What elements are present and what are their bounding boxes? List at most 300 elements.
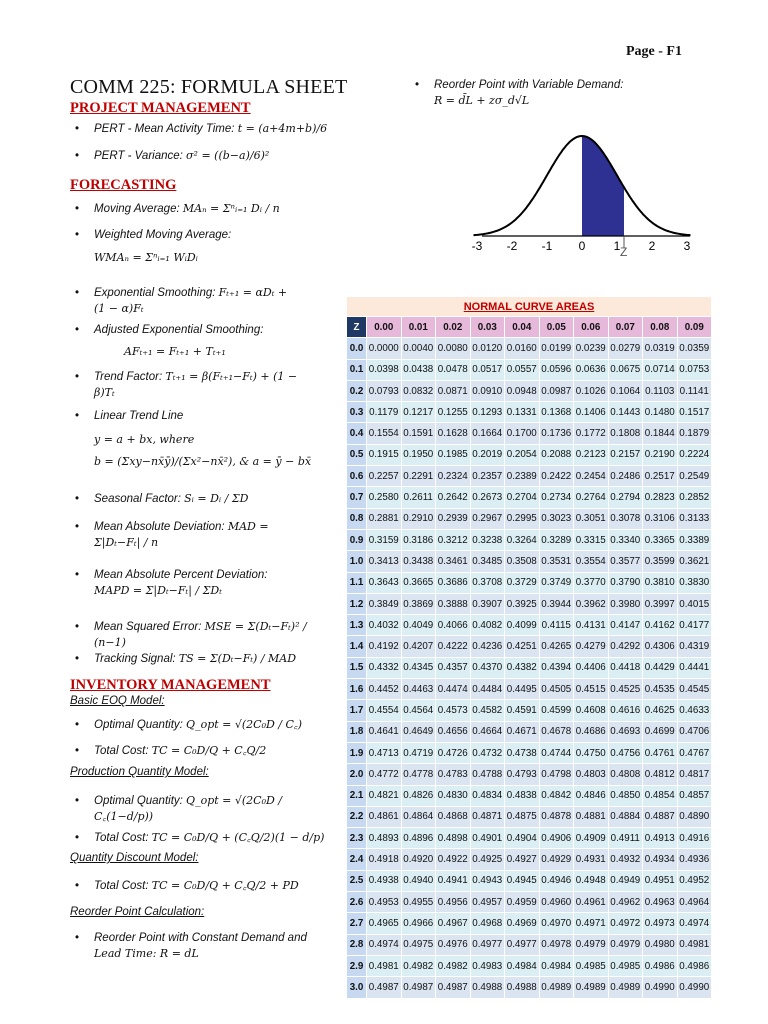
- area-value-cell: 0.2422: [540, 466, 574, 486]
- area-value-cell: 0.4890: [678, 807, 712, 827]
- area-value-cell: 0.2580: [367, 487, 401, 507]
- area-value-cell: 0.1700: [505, 423, 539, 443]
- column-header: 0.05: [540, 317, 574, 337]
- table-row: [347, 551, 711, 571]
- area-value-cell: 0.4554: [367, 700, 401, 720]
- area-value-cell: 0.3770: [574, 573, 608, 593]
- eoq-total-cost-item: [75, 743, 334, 759]
- area-value-cell: 0.4981: [678, 935, 712, 955]
- area-value-cell: 0.4920: [402, 849, 436, 869]
- z-value-cell: 1.2: [347, 594, 366, 614]
- area-value-cell: 0.2910: [402, 509, 436, 529]
- z-value-cell: 2.4: [347, 849, 366, 869]
- area-value-cell: 0.4332: [367, 658, 401, 678]
- item-label: Mean Absolute Percent Deviation:: [94, 569, 268, 581]
- area-value-cell: 0.2704: [505, 487, 539, 507]
- table-row: [347, 913, 711, 933]
- area-value-cell: 0.4955: [402, 892, 436, 912]
- axis-tick-labels: [472, 239, 691, 253]
- area-value-cell: 0.3238: [471, 530, 505, 550]
- area-value-cell: 0.1554: [367, 423, 401, 443]
- table-row: [347, 700, 711, 720]
- seasonal-factor-item: [75, 491, 334, 507]
- item-formula: σ² = ((b−a)/6)²: [186, 149, 270, 162]
- area-value-cell: 0.1591: [402, 423, 436, 443]
- area-value-cell: 0.4953: [367, 892, 401, 912]
- item-formula: t = (a+4m+b)/6: [237, 122, 328, 135]
- area-value-cell: 0.4236: [471, 636, 505, 656]
- item-formula: TS = Σ(Dₜ−Fₜ) / MAD: [178, 652, 297, 665]
- adjusted-exponential-smoothing-item: [75, 322, 334, 360]
- area-value-cell: 0.3051: [574, 509, 608, 529]
- area-value-cell: 0.1443: [609, 402, 643, 422]
- area-value-cell: 0.4971: [574, 913, 608, 933]
- table-row: [347, 722, 711, 742]
- moving-average-item: [75, 201, 334, 217]
- area-value-cell: 0.4985: [609, 956, 643, 976]
- area-value-cell: 0.1293: [471, 402, 505, 422]
- area-value-cell: 0.4131: [574, 615, 608, 635]
- area-value-cell: 0.1331: [505, 402, 539, 422]
- item-label: Total Cost:: [94, 745, 149, 757]
- reorder-constant-item: [75, 930, 334, 962]
- area-value-cell: 0.2967: [471, 509, 505, 529]
- z-value-cell: 1.1: [347, 573, 366, 593]
- area-value-cell: 0.0120: [471, 338, 505, 358]
- z-value-cell: 0.6: [347, 466, 366, 486]
- bullet-icon: •: [75, 123, 80, 135]
- area-value-cell: 0.2939: [436, 509, 470, 529]
- table-row: [347, 956, 711, 976]
- area-value-cell: 0.4964: [678, 892, 712, 912]
- area-value-cell: 0.4974: [678, 913, 712, 933]
- area-value-cell: 0.4916: [678, 828, 712, 848]
- bullet-icon: •: [75, 493, 80, 505]
- item-formula: Q_opt = √(2C₀D / C꜀(1−d/p)): [94, 794, 283, 823]
- item-label: Tracking Signal:: [94, 653, 176, 665]
- item-formula: TC = C₀D/Q + C꜀Q/2 + PD: [151, 879, 299, 892]
- area-value-cell: 0.4961: [574, 892, 608, 912]
- area-value-cell: 0.4429: [643, 658, 677, 678]
- area-value-cell: 0.4986: [643, 956, 677, 976]
- area-value-cell: 0.4984: [540, 956, 574, 976]
- area-value-cell: 0.4756: [609, 743, 643, 763]
- area-value-cell: 0.4608: [574, 700, 608, 720]
- area-value-cell: 0.1985: [436, 445, 470, 465]
- area-value-cell: 0.3508: [505, 551, 539, 571]
- area-value-cell: 0.3438: [402, 551, 436, 571]
- bullet-icon: •: [415, 79, 420, 91]
- area-value-cell: 0.4989: [540, 977, 574, 997]
- area-value-cell: 0.3554: [574, 551, 608, 571]
- area-value-cell: 0.3186: [402, 530, 436, 550]
- area-value-cell: 0.3485: [471, 551, 505, 571]
- area-value-cell: 0.2389: [505, 466, 539, 486]
- area-value-cell: 0.1217: [402, 402, 436, 422]
- area-value-cell: 0.3869: [402, 594, 436, 614]
- area-value-cell: 0.4821: [367, 786, 401, 806]
- area-value-cell: 0.4147: [609, 615, 643, 635]
- area-value-cell: 0.4913: [643, 828, 677, 848]
- area-value-cell: 0.4982: [436, 956, 470, 976]
- area-value-cell: 0.4918: [367, 849, 401, 869]
- area-value-cell: 0.0080: [436, 338, 470, 358]
- area-value-cell: 0.0832: [402, 381, 436, 401]
- area-value-cell: 0.4564: [402, 700, 436, 720]
- area-value-cell: 0.0000: [367, 338, 401, 358]
- area-value-cell: 0.4394: [540, 658, 574, 678]
- area-value-cell: 0.4977: [505, 935, 539, 955]
- area-value-cell: 0.4922: [436, 849, 470, 869]
- area-value-cell: 0.2995: [505, 509, 539, 529]
- area-value-cell: 0.4938: [367, 871, 401, 891]
- area-value-cell: 0.4904: [505, 828, 539, 848]
- area-value-cell: 0.3133: [678, 509, 712, 529]
- table-row: [347, 381, 711, 401]
- pert-mean-item: [75, 121, 334, 137]
- area-value-cell: 0.4706: [678, 722, 712, 742]
- area-value-cell: 0.4949: [609, 871, 643, 891]
- area-value-cell: 0.2123: [574, 445, 608, 465]
- area-value-cell: 0.4599: [540, 700, 574, 720]
- z-value-cell: 3.0: [347, 977, 366, 997]
- area-value-cell: 0.4463: [402, 679, 436, 699]
- area-value-cell: 0.3643: [367, 573, 401, 593]
- quantity-discount-subheading: Quantity Discount Model:: [70, 852, 199, 864]
- area-value-cell: 0.4878: [540, 807, 574, 827]
- area-value-cell: 0.4948: [574, 871, 608, 891]
- bullet-icon: •: [75, 932, 80, 944]
- column-header: 0.09: [678, 317, 712, 337]
- area-value-cell: 0.4857: [678, 786, 712, 806]
- table-row: [347, 487, 711, 507]
- area-value-cell: 0.4633: [678, 700, 712, 720]
- area-value-cell: 0.4972: [609, 913, 643, 933]
- area-value-cell: 0.4767: [678, 743, 712, 763]
- bullet-icon: •: [75, 569, 80, 581]
- area-value-cell: 0.4979: [609, 935, 643, 955]
- table-row: [347, 509, 711, 529]
- area-value-cell: 0.3023: [540, 509, 574, 529]
- area-value-cell: 0.4925: [471, 849, 505, 869]
- item-formula: WMAₙ = Σⁿᵢ₌₁ WᵢDᵢ: [94, 251, 198, 264]
- z-value-cell: 0.0: [347, 338, 366, 358]
- area-value-cell: 0.4940: [402, 871, 436, 891]
- area-value-cell: 0.4525: [609, 679, 643, 699]
- area-value-cell: 0.1406: [574, 402, 608, 422]
- z-value-cell: 2.2: [347, 807, 366, 827]
- z-value-cell: 1.5: [347, 658, 366, 678]
- z-column-header: Z: [347, 317, 366, 337]
- area-value-cell: 0.0557: [505, 360, 539, 380]
- area-value-cell: 0.2019: [471, 445, 505, 465]
- area-value-cell: 0.4798: [540, 764, 574, 784]
- area-value-cell: 0.3577: [609, 551, 643, 571]
- page-title: COMM 225: FORMULA SHEET: [70, 76, 348, 98]
- area-value-cell: 0.4985: [574, 956, 608, 976]
- area-value-cell: 0.4788: [471, 764, 505, 784]
- area-value-cell: 0.4988: [505, 977, 539, 997]
- page-number: Page - F1: [626, 44, 682, 59]
- area-value-cell: 0.3997: [643, 594, 677, 614]
- area-value-cell: 0.4854: [643, 786, 677, 806]
- table-row: [347, 871, 711, 891]
- area-value-cell: 0.4989: [574, 977, 608, 997]
- axis-tick-label: 3: [683, 239, 691, 253]
- area-value-cell: 0.4049: [402, 615, 436, 635]
- axis-tick-label: -2: [506, 239, 518, 253]
- area-value-cell: 0.4826: [402, 786, 436, 806]
- area-value-cell: 0.4812: [643, 764, 677, 784]
- production-total-cost-item: [75, 830, 334, 846]
- area-value-cell: 0.4973: [643, 913, 677, 933]
- area-value-cell: 0.3810: [643, 573, 677, 593]
- bullet-icon: •: [75, 203, 80, 215]
- area-value-cell: 0.4951: [643, 871, 677, 891]
- area-value-cell: 0.4931: [574, 849, 608, 869]
- area-value-cell: 0.3315: [574, 530, 608, 550]
- area-value-cell: 0.3925: [505, 594, 539, 614]
- z-value-cell: 1.6: [347, 679, 366, 699]
- axis-tick-label: -3: [471, 239, 483, 253]
- area-value-cell: 0.4945: [505, 871, 539, 891]
- table-row: [347, 977, 711, 997]
- table-row: [347, 594, 711, 614]
- area-value-cell: 0.4545: [678, 679, 712, 699]
- table-row: [347, 466, 711, 486]
- normal-curve-figure: [471, 120, 694, 266]
- area-value-cell: 0.2549: [678, 466, 712, 486]
- area-value-cell: 0.4279: [574, 636, 608, 656]
- item-formula: MSE = Σ(Dₜ−Fₜ)² / (n−1): [94, 620, 307, 649]
- item-label: Linear Trend Line: [94, 410, 184, 422]
- area-value-cell: 0.4808: [609, 764, 643, 784]
- table-row: [347, 445, 711, 465]
- area-value-cell: 0.1772: [574, 423, 608, 443]
- area-value-cell: 0.3413: [367, 551, 401, 571]
- z-value-cell: 0.4: [347, 423, 366, 443]
- area-value-cell: 0.4936: [678, 849, 712, 869]
- area-value-cell: 0.4957: [471, 892, 505, 912]
- area-value-cell: 0.3106: [643, 509, 677, 529]
- area-value-cell: 0.4980: [643, 935, 677, 955]
- area-value-cell: 0.4966: [402, 913, 436, 933]
- table-title: NORMAL CURVE AREAS: [347, 297, 711, 316]
- area-value-cell: 0.2224: [678, 445, 712, 465]
- area-value-cell: 0.4370: [471, 658, 505, 678]
- bullet-icon: •: [75, 150, 80, 162]
- area-value-cell: 0.3531: [540, 551, 574, 571]
- area-value-cell: 0.4744: [540, 743, 574, 763]
- area-value-cell: 0.4871: [471, 807, 505, 827]
- area-value-cell: 0.3212: [436, 530, 470, 550]
- item-label: Weighted Moving Average:: [94, 229, 232, 241]
- area-value-cell: 0.4382: [505, 658, 539, 678]
- area-value-cell: 0.4834: [471, 786, 505, 806]
- area-value-cell: 0.4963: [643, 892, 677, 912]
- area-value-cell: 0.4943: [471, 871, 505, 891]
- table-row: [347, 679, 711, 699]
- area-value-cell: 0.4974: [367, 935, 401, 955]
- area-value-cell: 0.2054: [505, 445, 539, 465]
- bullet-icon: •: [75, 371, 80, 383]
- column-header: 0.00: [367, 317, 401, 337]
- area-value-cell: 0.4911: [609, 828, 643, 848]
- area-value-cell: 0.4726: [436, 743, 470, 763]
- discount-total-cost-item: [75, 878, 334, 894]
- area-value-cell: 0.4981: [367, 956, 401, 976]
- area-value-cell: 0.4761: [643, 743, 677, 763]
- area-value-cell: 0.4898: [436, 828, 470, 848]
- area-value-cell: 0.4893: [367, 828, 401, 848]
- area-value-cell: 0.2291: [402, 466, 436, 486]
- z-value-cell: 2.8: [347, 935, 366, 955]
- area-value-cell: 0.3289: [540, 530, 574, 550]
- z-value-cell: 1.3: [347, 615, 366, 635]
- area-value-cell: 0.2324: [436, 466, 470, 486]
- area-value-cell: 0.3962: [574, 594, 608, 614]
- column-header: 0.01: [402, 317, 436, 337]
- area-value-cell: 0.2190: [643, 445, 677, 465]
- area-value-cell: 0.0359: [678, 338, 712, 358]
- area-value-cell: 0.0199: [540, 338, 574, 358]
- area-value-cell: 0.4982: [402, 956, 436, 976]
- area-value-cell: 0.0517: [471, 360, 505, 380]
- item-label: Optimal Quantity:: [94, 719, 183, 731]
- item-label: Total Cost:: [94, 880, 149, 892]
- item-label: Trend Factor:: [94, 371, 163, 383]
- area-value-cell: 0.4671: [505, 722, 539, 742]
- item-formula: Fₜ₊₁ = αDₜ +: [218, 286, 288, 299]
- area-value-cell: 0.2611: [402, 487, 436, 507]
- area-value-cell: 0.4977: [471, 935, 505, 955]
- area-value-cell: 0.2517: [643, 466, 677, 486]
- area-value-cell: 0.4678: [540, 722, 574, 742]
- z-value-cell: 0.7: [347, 487, 366, 507]
- area-value-cell: 0.4345: [402, 658, 436, 678]
- item-label: Seasonal Factor:: [94, 493, 181, 505]
- area-value-cell: 0.4713: [367, 743, 401, 763]
- area-value-cell: 0.4625: [643, 700, 677, 720]
- area-value-cell: 0.4817: [678, 764, 712, 784]
- area-value-cell: 0.4979: [574, 935, 608, 955]
- item-label: PERT - Variance:: [94, 150, 183, 162]
- area-value-cell: 0.2088: [540, 445, 574, 465]
- z-value-cell: 1.7: [347, 700, 366, 720]
- area-value-cell: 0.0438: [402, 360, 436, 380]
- item-formula: MAPD = Σ|Dₜ−Fₜ| / ΣDₜ: [94, 584, 222, 597]
- area-value-cell: 0.4732: [471, 743, 505, 763]
- area-value-cell: 0.4066: [436, 615, 470, 635]
- table-row: [347, 786, 711, 806]
- area-value-cell: 0.4941: [436, 871, 470, 891]
- area-value-cell: 0.4535: [643, 679, 677, 699]
- item-formula-continued: b = (Σxy−nx̄ȳ)/(Σx²−nx̄²), & a = ȳ − bx̄: [94, 455, 312, 468]
- item-label: PERT - Mean Activity Time:: [94, 123, 235, 135]
- table-row: [347, 828, 711, 848]
- z-value-cell: 2.6: [347, 892, 366, 912]
- area-value-cell: 0.1141: [678, 381, 712, 401]
- table-row: [347, 658, 711, 678]
- z-value-cell: 0.1: [347, 360, 366, 380]
- z-value-cell: 0.8: [347, 509, 366, 529]
- area-value-cell: 0.3078: [609, 509, 643, 529]
- area-value-cell: 0.1736: [540, 423, 574, 443]
- area-value-cell: 0.4719: [402, 743, 436, 763]
- area-value-cell: 0.4984: [505, 956, 539, 976]
- bullet-icon: •: [75, 229, 80, 241]
- area-value-cell: 0.4850: [609, 786, 643, 806]
- area-value-cell: 0.4319: [678, 636, 712, 656]
- area-value-cell: 0.2764: [574, 487, 608, 507]
- area-value-cell: 0.1064: [609, 381, 643, 401]
- area-value-cell: 0.1915: [367, 445, 401, 465]
- area-value-cell: 0.0596: [540, 360, 574, 380]
- area-value-cell: 0.2454: [574, 466, 608, 486]
- reorder-calculation-subheading: Reorder Point Calculation:: [70, 906, 205, 918]
- area-value-cell: 0.4962: [609, 892, 643, 912]
- area-value-cell: 0.2642: [436, 487, 470, 507]
- area-value-cell: 0.4842: [540, 786, 574, 806]
- area-value-cell: 0.4222: [436, 636, 470, 656]
- bullet-icon: •: [75, 324, 80, 336]
- area-value-cell: 0.4978: [540, 935, 574, 955]
- reorder-variable-item: [415, 77, 694, 109]
- forecasting-heading: FORECASTING: [70, 177, 177, 193]
- item-label: Total Cost:: [94, 832, 149, 844]
- area-value-cell: 0.4987: [436, 977, 470, 997]
- area-value-cell: 0.4693: [609, 722, 643, 742]
- area-value-cell: 0.4207: [402, 636, 436, 656]
- area-value-cell: 0.3599: [643, 551, 677, 571]
- area-value-cell: 0.2734: [540, 487, 574, 507]
- item-label: Mean Absolute Deviation:: [94, 521, 225, 533]
- area-value-cell: 0.4987: [367, 977, 401, 997]
- column-header: 0.07: [609, 317, 643, 337]
- area-value-cell: 0.4032: [367, 615, 401, 635]
- area-value-cell: 0.4960: [540, 892, 574, 912]
- column-header: 0.04: [505, 317, 539, 337]
- project-management-heading: PROJECT MANAGEMENT: [70, 100, 251, 116]
- area-value-cell: 0.1844: [643, 423, 677, 443]
- area-value-cell: 0.4965: [367, 913, 401, 933]
- area-value-cell: 0.3340: [609, 530, 643, 550]
- area-value-cell: 0.4505: [540, 679, 574, 699]
- area-value-cell: 0.4099: [505, 615, 539, 635]
- item-label: Optimal Quantity:: [94, 795, 183, 807]
- area-value-cell: 0.4909: [574, 828, 608, 848]
- item-label: Reorder Point with Variable Demand:: [434, 79, 624, 91]
- item-formula: MAₙ = Σⁿᵢ₌₁ Dᵢ / n: [182, 202, 280, 215]
- area-value-cell: 0.3708: [471, 573, 505, 593]
- tracking-signal-item: [75, 651, 334, 667]
- area-value-cell: 0.4881: [574, 807, 608, 827]
- z-value-cell: 1.4: [347, 636, 366, 656]
- axis-tick-label: 0: [578, 239, 586, 253]
- area-value-cell: 0.4970: [540, 913, 574, 933]
- bullet-icon: •: [75, 719, 80, 731]
- area-value-cell: 0.0675: [609, 360, 643, 380]
- area-value-cell: 0.4265: [540, 636, 574, 656]
- z-value-cell: 0.9: [347, 530, 366, 550]
- area-value-cell: 0.4778: [402, 764, 436, 784]
- z-value-cell: 2.1: [347, 786, 366, 806]
- column-header: 0.06: [574, 317, 608, 337]
- area-value-cell: 0.4192: [367, 636, 401, 656]
- area-value-cell: 0.0753: [678, 360, 712, 380]
- mad-item: [75, 519, 334, 551]
- area-value-cell: 0.4846: [574, 786, 608, 806]
